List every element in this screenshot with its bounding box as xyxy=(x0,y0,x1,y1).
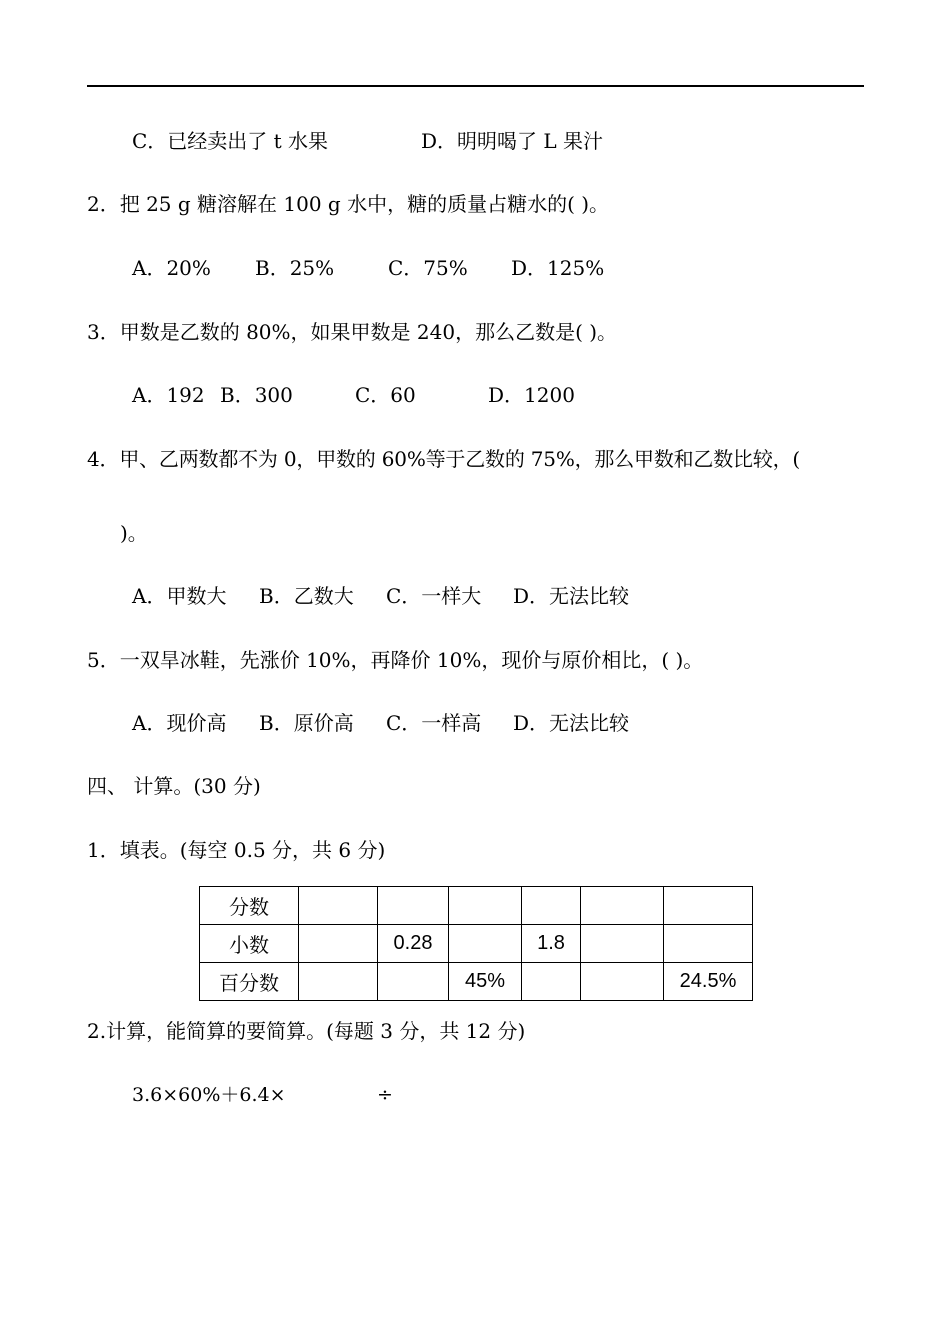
table-row-percent xyxy=(200,963,753,1001)
q3-option-b: B．300 xyxy=(220,383,293,407)
table-cell[interactable] xyxy=(378,887,449,925)
q2-option-a: A．20% xyxy=(132,256,211,280)
table-cell[interactable] xyxy=(581,887,664,925)
table-row-decimal xyxy=(200,925,753,963)
table-cell[interactable] xyxy=(449,925,522,963)
table-cell[interactable] xyxy=(299,887,378,925)
q5-option-c: C．一样高 xyxy=(386,711,482,735)
q2-option-b: B．25% xyxy=(255,256,335,280)
table-cell[interactable] xyxy=(522,963,581,1001)
q5-stem: 5．一双旱冰鞋，先涨价 10%，再降价 10%，现价与原价相比，( )。 xyxy=(87,648,704,672)
q3-option-c: C．60 xyxy=(355,383,416,407)
q2-option-d: D．125% xyxy=(511,256,605,280)
table-cell[interactable] xyxy=(449,887,522,925)
table-header-percent: 百分数 xyxy=(200,963,299,1001)
q4-stem-continued: )。 xyxy=(120,521,148,545)
table-cell[interactable] xyxy=(664,887,753,925)
q5-option-b: B．原价高 xyxy=(259,711,354,735)
section4-item2: 2.计算，能简算的要简算。(每题 3 分，共 12 分) xyxy=(87,1019,526,1043)
section4-item1: 1．填表。(每空 0.5 分，共 6 分) xyxy=(87,838,386,862)
header-rule xyxy=(87,85,864,87)
section4-title: 四、 计算。(30 分) xyxy=(87,774,261,798)
table-header-decimal: 小数 xyxy=(200,925,299,963)
conversion-table xyxy=(199,886,753,1001)
table-header-fraction: 分数 xyxy=(200,887,299,925)
table-cell: 24.5% xyxy=(664,963,753,1001)
q2-option-c: C．75% xyxy=(388,256,468,280)
q5-option-a: A．现价高 xyxy=(132,711,227,735)
table-cell[interactable] xyxy=(299,925,378,963)
table-cell[interactable] xyxy=(581,925,664,963)
table-cell: 45% xyxy=(449,963,522,1001)
table-cell[interactable] xyxy=(664,925,753,963)
q4-option-a: A．甲数大 xyxy=(132,584,227,608)
q4-option-b: B．乙数大 xyxy=(259,584,354,608)
q2-stem: 2．把 25 g 糖溶解在 100 g 水中，糖的质量占糖水的( )。 xyxy=(87,192,610,216)
expression-1: 3.6×60%＋6.4× xyxy=(132,1084,286,1106)
table-row-fraction xyxy=(200,887,753,925)
table-cell[interactable] xyxy=(299,963,378,1001)
expression-2: ÷ xyxy=(377,1084,393,1106)
q3-option-d: D．1200 xyxy=(488,383,575,407)
table-cell: 0.28 xyxy=(378,925,449,963)
table-cell[interactable] xyxy=(522,887,581,925)
q4-option-c: C．一样大 xyxy=(386,584,482,608)
q1-option-d: D．明明喝了 L 果汁 xyxy=(421,129,604,153)
table-cell[interactable] xyxy=(378,963,449,1001)
table-cell: 1.8 xyxy=(522,925,581,963)
q5-option-d: D．无法比较 xyxy=(513,711,630,735)
q1-option-c: C．已经卖出了 t 水果 xyxy=(132,129,329,153)
q4-option-d: D．无法比较 xyxy=(513,584,630,608)
table-cell[interactable] xyxy=(581,963,664,1001)
q4-stem: 4．甲、乙两数都不为 0，甲数的 60%等于乙数的 75%，那么甲数和乙数比较，( xyxy=(87,447,801,471)
q3-stem: 3．甲数是乙数的 80%，如果甲数是 240，那么乙数是( )。 xyxy=(87,320,618,344)
q3-option-a: A．192 xyxy=(132,383,205,407)
